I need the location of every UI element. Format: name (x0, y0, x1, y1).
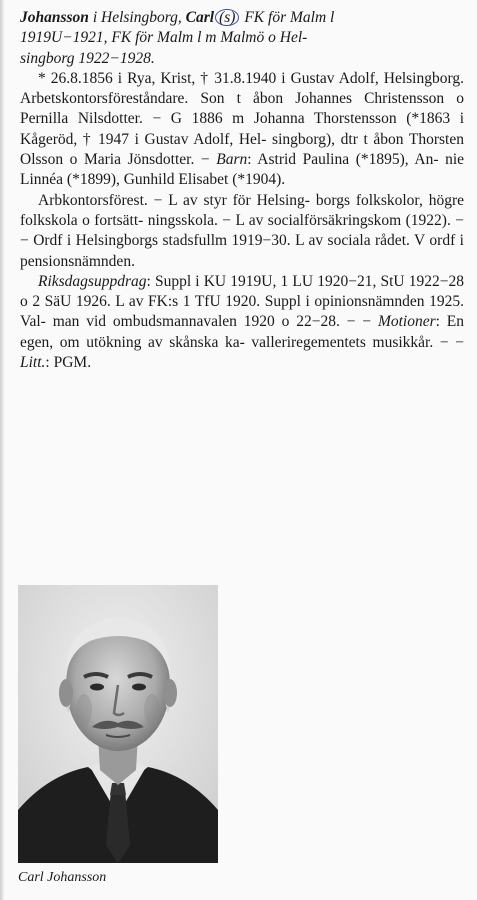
riksdag-line: : Suppl i KU 1919U, 1 LU (146, 272, 314, 290)
career-line: − − Ordf i Helsingborgs stadsfullm 1919−30. L (20, 211, 464, 250)
photo-caption: Carl Johansson (18, 870, 107, 885)
bio-line: nie Linnéa (*1899), Gunhild Elisabet (*1904). (20, 151, 465, 189)
first-name: Carl (185, 9, 215, 26)
header-rest: FK för Malm l (240, 9, 335, 26)
career-line: Arbkontorsförest. − L av styr för Helsing- (38, 191, 310, 209)
portrait-image (18, 585, 218, 863)
riksdag-label: Riksdagsuppdrag (38, 272, 147, 290)
header-line-3: singborg 1922−1928. (20, 49, 155, 67)
riksdag-line: : En egen, om utökning av skånska ka- (20, 313, 465, 351)
entry-header (20, 8, 464, 69)
riksdag-line: man vid ombudsmannavalen 1920 o 22−28. − − (52, 313, 372, 331)
surname: Johansson (20, 9, 89, 26)
party-circled-annotation: (s) (215, 9, 239, 26)
place-text: i Helsingborg, (88, 9, 186, 26)
riksdag-line: : PGM. (45, 354, 92, 372)
riksdag-line: 1920−21, StU 1922−28 o 2 SäU 1926. L av FK:s (20, 272, 464, 311)
bio-line: (*1863 i Kågeröd, † 1947 i Gustav Adolf, Hel- (20, 110, 465, 148)
bio-line: Nilsdotter. − G 1886 m Johanna Thorstensson (77, 110, 397, 128)
litt-label: Litt. (20, 354, 46, 372)
career-line: ningsskola. − L av socialförsäkringskom (1922). (147, 211, 451, 229)
motioner-label: Motioner (377, 313, 436, 331)
riksdag-line: 1 TfU 1920. Suppl i opinionsnämnden 1925. Val- (20, 293, 464, 331)
portrait-photo (18, 585, 218, 863)
bio-line: * 26.8.1856 i Rya, Krist, † 31.8.1940 i Gustav (38, 69, 335, 87)
biography-text (20, 8, 464, 373)
bio-paragraph (20, 69, 464, 191)
scan-edge-shadow (0, 0, 4, 900)
barn-label: Barn (216, 151, 248, 169)
riksdag-paragraph (20, 272, 464, 373)
bio-line: : Astrid Paulina (*1895), An- (247, 151, 439, 169)
bio-line: singborg), dtr t åbon Thorsten Olsson o Maria (20, 130, 464, 169)
bio-line: Jönsdotter. − (127, 151, 217, 169)
header-line-2: 1919U−1921, FK för Malm l m Malmö o Hel- (20, 29, 308, 47)
riksdag-line: valleriregementets musikkår. − − (251, 333, 464, 351)
bio-line: Son t åbon Johannes Christensson o Pernilla (20, 90, 465, 128)
bio-line: Adolf, Helsingborg. Arbetskontorsföreståndare. (20, 69, 464, 108)
career-line: borgs folkskolor, högre folkskola o fortsätt- (20, 191, 464, 229)
career-line: av sociala rådet. V ordf i pensionsnämnden. (20, 232, 464, 270)
career-paragraph (20, 191, 464, 272)
